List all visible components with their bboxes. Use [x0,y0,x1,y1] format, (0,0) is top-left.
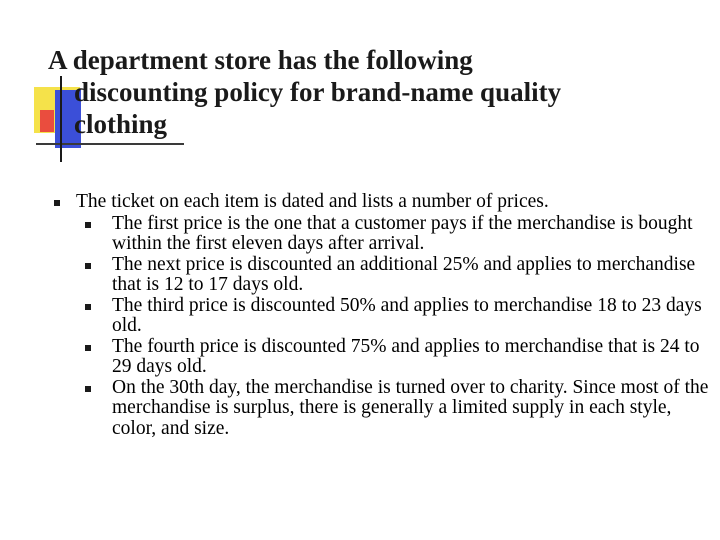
square-bullet-icon [85,263,91,269]
sub-bullet-item [76,337,710,378]
sub-bullet-text: The third price is discounted 50% and applies to merchandise 18 to 23 days old. [112,294,702,336]
sub-bullet-text: The first price is the one that a customer pays if the merchandise is bought within the first eleven days after arrival. [112,212,693,254]
square-bullet-icon [85,345,91,351]
sub-bullet-text: The fourth price is discounted 75% and applies to merchandise that is 24 to 29 days old. [112,335,700,377]
sub-bullet-item [76,214,710,255]
sub-bullet-text: The next price is discounted an additional 25% and applies to merchandise that is 12 to 17 days old. [112,253,696,295]
square-bullet-icon [85,304,91,310]
title-line-1: A department store has the following [48,45,473,75]
bullet-text: The ticket on each item is dated and lists a number of prices. [76,191,549,212]
slide-body [50,192,710,439]
sub-bullet-item [76,255,710,296]
slide-title [48,44,688,140]
square-bullet-icon [85,222,91,228]
sub-bullet-item [76,296,710,337]
title-line-3: clothing [74,109,168,139]
title-line-2: discounting policy for brand-name quality [74,77,562,107]
square-bullet-icon [85,386,91,392]
square-bullet-icon [54,200,60,206]
bullet-item [50,192,710,439]
sub-bullet-item [76,378,710,440]
horizontal-rule-decoration [36,143,184,145]
sub-bullet-text: On the 30th day, the merchandise is turned over to charity. Since most of the merchandise is surplus, there is generally a limited supply in each style, color, and size. [112,376,709,439]
